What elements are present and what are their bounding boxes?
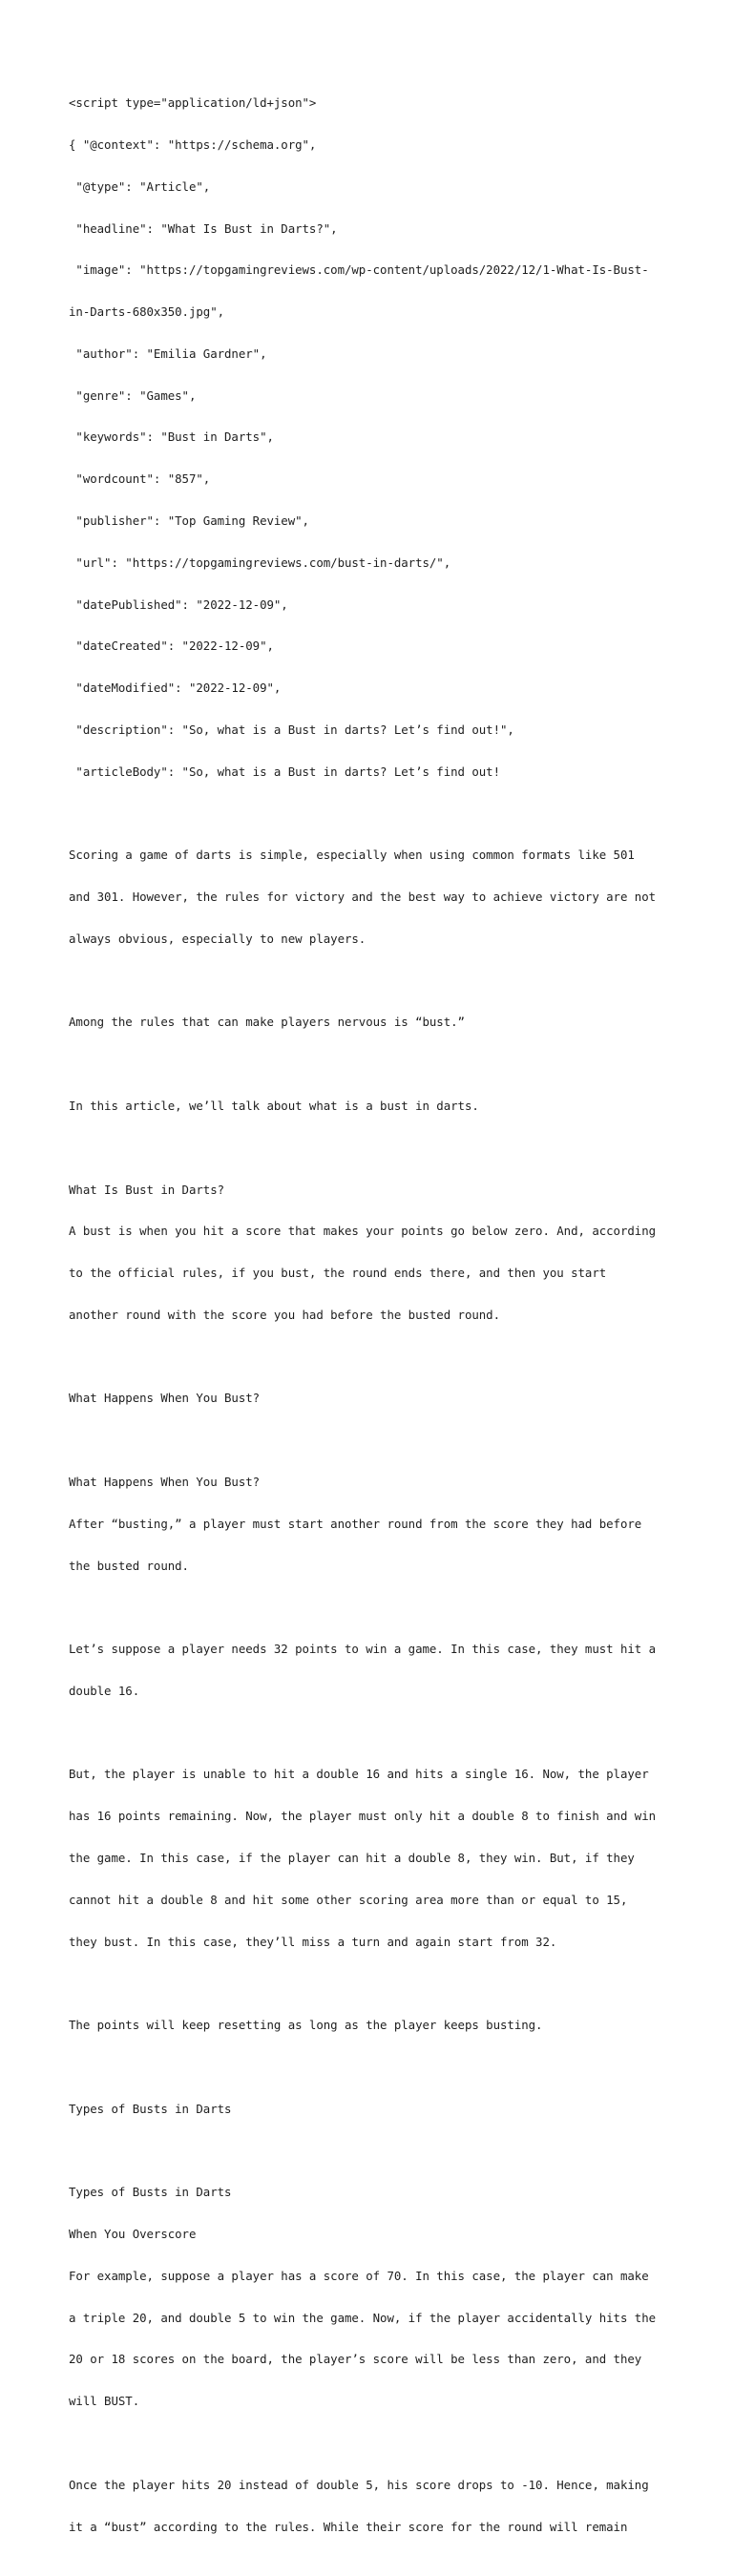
paragraph-line: After “busting,” a player must start another round from the score they had before xyxy=(69,1516,642,1531)
schema-line: "author": "Emilia Gardner", xyxy=(69,346,267,361)
section-heading: What Happens When You Bust? xyxy=(69,1474,261,1489)
paragraph-line: they bust. In this case, they’ll miss a turn and again start from 32. xyxy=(69,1934,557,1949)
document-content xyxy=(69,69,680,2576)
paragraph xyxy=(69,1615,680,1727)
section-heading-standalone xyxy=(69,2075,680,2145)
paragraph-line: cannot hit a double 8 and hit some other scoring area more than or equal to 15, xyxy=(69,1892,628,1907)
section-what-is-bust xyxy=(69,1155,680,1350)
section-heading: What Happens When You Bust? xyxy=(69,1391,261,1406)
schema-line: "image": "https://topgamingreviews.com/wp-content/uploads/2022/12/1-What-Is-Bust- xyxy=(69,262,649,278)
schema-line: "wordcount": "857", xyxy=(69,471,211,487)
paragraph-line: Among the rules that can make players nervous is “bust.” xyxy=(69,1015,465,1030)
paragraph xyxy=(69,821,680,974)
schema-line: in-Darts-680x350.jpg", xyxy=(69,304,225,320)
schema-line: "url": "https://topgamingreviews.com/bust-in-darts/", xyxy=(69,555,451,570)
paragraph-line: has 16 points remaining. Now, the player must only hit a double 8 to finish and win xyxy=(69,1809,657,1824)
schema-line: "dateCreated": "2022-12-09", xyxy=(69,639,274,654)
paragraph-line: the game. In this case, if the player can hit a double 8, they win. But, if they xyxy=(69,1851,635,1865)
paragraph-line: a triple 20, and double 5 to win the game. Now, if the player accidentally hits the xyxy=(69,2310,657,2325)
schema-line: "genre": "Games", xyxy=(69,387,197,403)
schema-line: "dateModified": "2022-12-09", xyxy=(69,681,282,696)
subsection-heading: When You Overscore xyxy=(69,2227,197,2242)
paragraph-line: The points will keep resetting as long as the player keeps busting. xyxy=(69,2018,543,2033)
section-heading: What Is Bust in Darts? xyxy=(69,1182,225,1197)
paragraph xyxy=(69,1991,680,2061)
paragraph-line: Let’s suppose a player needs 32 points to win a game. In this case, they must hit a xyxy=(69,1642,657,1657)
section-heading: Types of Busts in Darts xyxy=(69,2185,232,2200)
section-heading: Types of Busts in Darts xyxy=(69,2101,232,2116)
section-what-happens xyxy=(69,1448,680,1602)
schema-markup-block xyxy=(69,69,680,806)
paragraph-line: 20 or 18 scores on the board, the player’s score will be less than zero, and they xyxy=(69,2352,642,2367)
schema-line: "articleBody": "So, what is a Bust in darts? Let’s find out! xyxy=(69,764,500,779)
paragraph-line: and 301. However, the rules for victory and the best way to achieve victory are not xyxy=(69,890,657,905)
schema-line: <script type="application/ld+json"> xyxy=(69,95,317,111)
paragraph xyxy=(69,988,680,1058)
schema-line: "datePublished": "2022-12-09", xyxy=(69,597,288,612)
paragraph xyxy=(69,1740,680,1977)
section-heading-standalone xyxy=(69,1364,680,1434)
schema-line: "headline": "What Is Bust in Darts?", xyxy=(69,220,338,236)
paragraph xyxy=(69,1072,680,1141)
paragraph-line: it a “bust” according to the rules. While their score for the round will remain xyxy=(69,2519,628,2534)
paragraph-line: double 16. xyxy=(69,1683,140,1698)
paragraph-line: Scoring a game of darts is simple, especially when using common formats like 501 xyxy=(69,848,635,863)
paragraph-line: the busted round. xyxy=(69,1558,189,1573)
paragraph-line: always obvious, especially to new players. xyxy=(69,931,366,946)
schema-line: "@type": "Article", xyxy=(69,178,211,194)
paragraph-line: For example, suppose a player has a score of 70. In this case, the player can make xyxy=(69,2268,649,2283)
paragraph-line: But, the player is unable to hit a double 16 and hits a single 16. Now, the player xyxy=(69,1767,649,1782)
paragraph-line: will BUST. xyxy=(69,2394,140,2409)
paragraph xyxy=(69,2451,680,2563)
paragraph-line: to the official rules, if you bust, the round ends there, and then you start xyxy=(69,1266,607,1281)
schema-line: "keywords": "Bust in Darts", xyxy=(69,429,274,445)
paragraph-line: another round with the score you had before the busted round. xyxy=(69,1307,500,1322)
schema-line: "publisher": "Top Gaming Review", xyxy=(69,513,309,528)
paragraph-line: Once the player hits 20 instead of double 5, his score drops to -10. Hence, making xyxy=(69,2477,649,2492)
schema-line: { "@context": "https://schema.org", xyxy=(69,136,317,152)
paragraph-line: In this article, we’ll talk about what is a bust in darts. xyxy=(69,1098,479,1113)
schema-line: "description": "So, what is a Bust in darts? Let’s find out!", xyxy=(69,722,514,737)
section-types-of-busts xyxy=(69,2158,680,2437)
paragraph-line: A bust is when you hit a score that makes your points go below zero. And, according xyxy=(69,1224,657,1239)
